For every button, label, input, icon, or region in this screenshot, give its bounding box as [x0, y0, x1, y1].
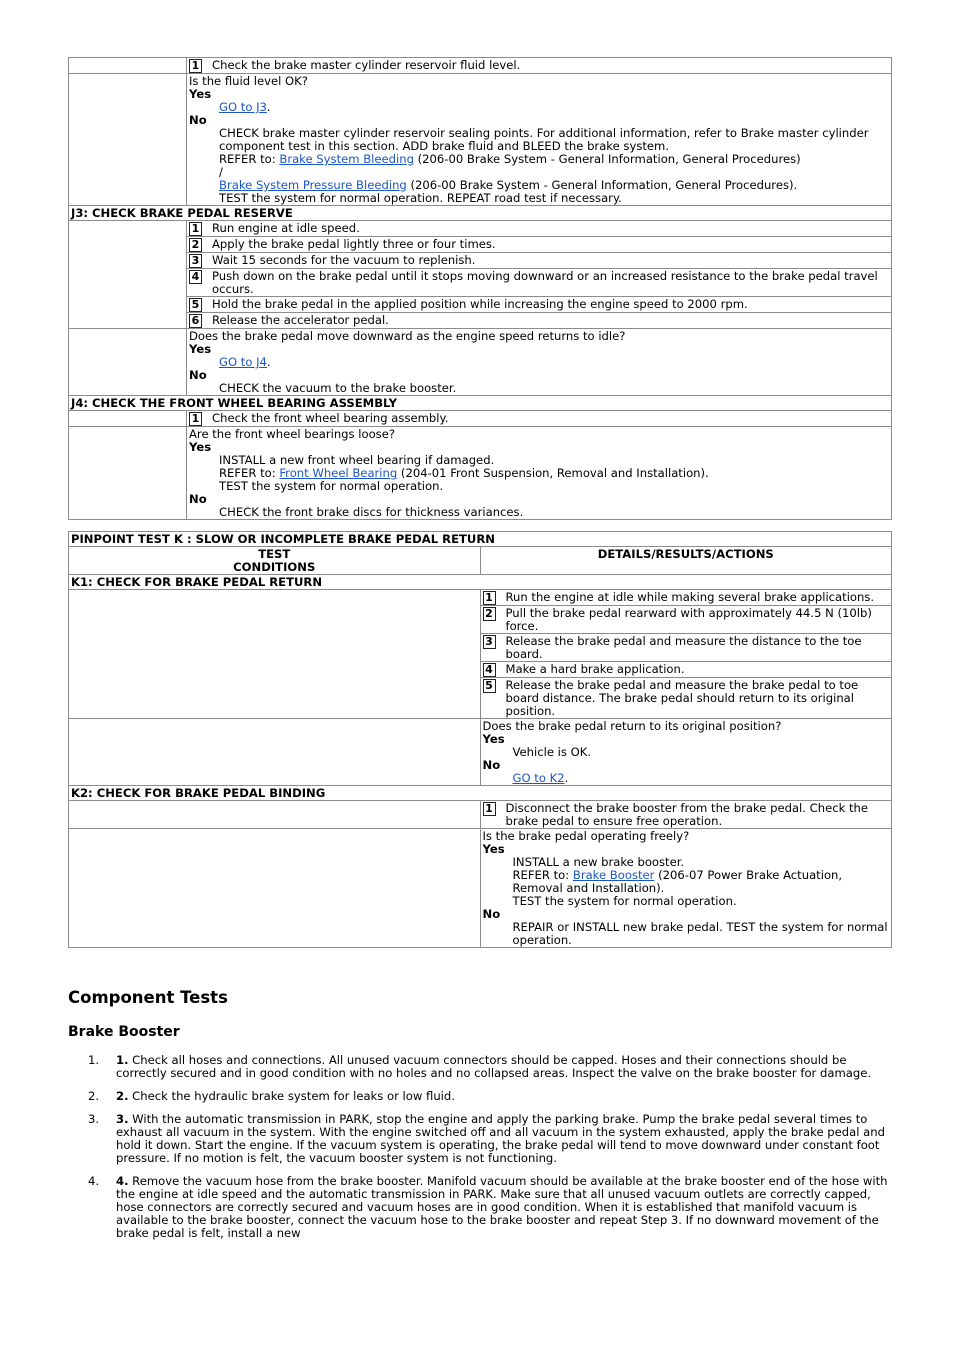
step-text: Check the brake master cylinder reservoir fluid level. [212, 58, 521, 72]
no-action-text: CHECK the vacuum to the brake booster. [219, 381, 457, 395]
step-number-badge: 4 [483, 663, 496, 677]
question-text: Does the brake pedal return to its original position? [482, 719, 782, 733]
step-item: 5 Hold the brake pedal in the applied position while increasing the engine speed to 2000 rpm. [189, 298, 889, 312]
no-action-text: CHECK the front brake discs for thickness variances. [219, 505, 524, 519]
step-item [189, 59, 889, 73]
step-item: 1 Disconnect the brake booster from the brake pedal. Check the brake pedal to ensure free operation. [483, 802, 890, 828]
list-item: 1. 1. Check all hoses and connections. All unused vacuum connectors should be capped. Hoses and their connections should be correctly secured and in good condition with no holes and no collapsed areas. Inspect the valve on the brake booster for damage. [88, 1053, 872, 1080]
step-number-badge: 1 [189, 59, 202, 73]
no-label: No [189, 368, 207, 382]
section-header-row [69, 575, 892, 590]
brake-system-pressure-bleeding-link[interactable]: Brake System Pressure Bleeding [219, 178, 407, 192]
table-row [69, 297, 892, 313]
step-item: 4 Push down on the brake pedal until it stops moving downward or an increased resistance to the brake pedal travel occurs. [189, 270, 889, 296]
section-header-k2: K2: CHECK FOR BRAKE PEDAL BINDING [69, 786, 892, 801]
section-header-row [69, 206, 892, 221]
step-item: 1 Check the front wheel bearing assembly. [189, 412, 889, 426]
no-label: No [189, 113, 207, 127]
no-label: No [189, 492, 207, 506]
component-test-steps [68, 1054, 888, 1240]
table-title-row [69, 532, 892, 547]
front-wheel-bearing-link[interactable]: Front Wheel Bearing [279, 466, 398, 480]
step-item: 2 Apply the brake pedal lightly three or four times. [189, 238, 889, 252]
table-row: Is the brake pedal operating freely? Yes INSTALL a new brake booster. REFER to: Brake Booster (206-07 Power Brake Actuation, Removal and Installation). TEST the system for normal operation. No REPAIR or INSTALL new brake pedal. TEST the system for normal operation. [69, 829, 892, 948]
table-row [69, 58, 892, 74]
step-number-badge: 2 [189, 238, 202, 252]
pinpoint-tests-area [68, 57, 892, 948]
go-to-j4-link[interactable]: GO to J4 [219, 355, 267, 369]
no-action-text: CHECK brake master cylinder reservoir sealing points. For additional information, refer to Brake master cylinder component test in this section. ADD brake fluid and BLEED the brake system. [219, 126, 869, 153]
step-number-badge: 5 [483, 679, 496, 693]
table-row: Does the brake pedal move downward as the engine speed returns to idle? Yes GO to J4. No CHECK the vacuum to the brake booster. [69, 329, 892, 396]
step-item: 4 Make a hard brake application. [483, 663, 890, 677]
question-text: Is the brake pedal operating freely? [482, 829, 690, 843]
component-tests-heading: Component Tests [68, 988, 228, 1007]
list-item: 2. 2. Check the hydraulic brake system for leaks or low fluid. [88, 1089, 455, 1103]
yes-label: Yes [482, 842, 505, 856]
brake-booster-heading: Brake Booster [68, 1024, 180, 1040]
step-number-badge: 1 [189, 412, 202, 426]
list-item: 3. 3. With the automatic transmission in PARK, stop the engine and apply the parking brake. Pump the brake pedal several times to exhaust all vacuum in the system. With the engine switched off and all vacuum in the system exhausted, apply the brake pedal and hold it down. Start the engine. If the vacuum system is operating, the brake pedal will tend to move downward under constant foot pressure. If no motion is felt, the vacuum booster system is not functioning. [88, 1112, 885, 1165]
section-header-j4: J4: CHECK THE FRONT WHEEL BEARING ASSEMBLY [69, 396, 892, 411]
step-item: 1 Run engine at idle speed. [189, 222, 889, 236]
table-row [69, 313, 892, 329]
yes-label: Yes [482, 732, 505, 746]
step-item: 3 Wait 15 seconds for the vacuum to replenish. [189, 254, 889, 268]
table-row [69, 801, 892, 829]
go-to-k2-link[interactable]: GO to K2 [512, 771, 565, 785]
table-header-row [69, 547, 892, 575]
step-number-badge: 1 [189, 222, 202, 236]
step-item: 5 Release the brake pedal and measure the brake pedal to toe board distance. The brake pedal should return to its original position. [483, 679, 890, 718]
table-row: Is the fluid level OK? Yes GO to J3. No CHECK brake master cylinder reservoir sealing points. For additional information, refer to Brake master cylinder component test in this section. ADD brake fluid and BLEED the brake system. REFER to: Brake System Bleeding (206-00 Brake System - General Information, General Procedures) / Brake System Pressure Bleeding (206-00 Brake System - General Information, General Procedures). TEST the system for normal operation. REPEAT road test if necessary. [69, 74, 892, 206]
component-tests-section [68, 988, 888, 1250]
list-item: 4. 4. Remove the vacuum hose from the brake booster. Manifold vacuum should be available at the brake booster end of the hose with the engine at idle speed and the automatic transmission in PARK. Make sure that all unused vacuum outlets are correctly capped, hose connectors are correctly secured and vacuum hoses are in good condition. When it is established that manifold vacuum is available to the brake booster, connect the vacuum hose to the brake booster and repeat Step 3. If no downward movement of the brake pedal is felt, install a new [88, 1174, 888, 1240]
step-number-badge: 5 [189, 298, 202, 312]
test-text: TEST the system for normal operation. REPEAT road test if necessary. [219, 191, 622, 205]
step-item: 3 Release the brake pedal and measure the distance to the toe board. [483, 635, 890, 661]
step-item: 6 Release the accelerator pedal. [189, 314, 889, 328]
question-text: Is the fluid level OK? [189, 74, 308, 88]
pinpoint-test-k-title: PINPOINT TEST K : SLOW OR INCOMPLETE BRAKE PEDAL RETURN [69, 532, 892, 547]
yes-label: Yes [189, 87, 212, 101]
step-number-badge: 6 [189, 314, 202, 328]
question-text: Does the brake pedal move downward as the engine speed returns to idle? [189, 329, 626, 343]
step-number-badge: 1 [483, 591, 496, 605]
step-number-badge: 1 [483, 802, 496, 816]
section-header-j3: J3: CHECK BRAKE PEDAL RESERVE [69, 206, 892, 221]
question-text: Are the front wheel bearings loose? [189, 427, 395, 441]
table-row [69, 221, 892, 237]
go-to-j3-link[interactable]: GO to J3 [219, 100, 267, 114]
no-action-text: REPAIR or INSTALL new brake pedal. TEST the system for normal operation. [512, 920, 888, 947]
step-item: 1 Run the engine at idle while making several brake applications. [483, 591, 890, 605]
step-number-badge: 4 [189, 270, 202, 284]
col-header-details: DETAILS/RESULTS/ACTIONS [480, 547, 892, 575]
step-item: 2 Pull the brake pedal rearward with approximately 44.5 N (10lb) force. [483, 607, 890, 633]
table-row: Are the front wheel bearings loose? Yes INSTALL a new front wheel bearing if damaged. REFER to: Front Wheel Bearing (204-01 Front Suspension, Removal and Installation). TEST the system for normal operation. No CHECK the front brake discs for thickness variances. [69, 427, 892, 520]
table-row [69, 253, 892, 269]
section-header-row [69, 786, 892, 801]
yes-label: Yes [189, 342, 212, 356]
pinpoint-test-k-table [68, 531, 892, 948]
table-row [69, 237, 892, 253]
pinpoint-test-j-table [68, 57, 892, 520]
no-label: No [482, 907, 501, 921]
brake-system-bleeding-link[interactable]: Brake System Bleeding [279, 152, 414, 166]
step-number-badge: 2 [483, 607, 496, 621]
no-label: No [482, 758, 501, 772]
brake-booster-link[interactable]: Brake Booster [572, 868, 655, 882]
section-header-row [69, 396, 892, 411]
step-number-badge: 3 [189, 254, 202, 268]
yes-label: Yes [189, 440, 212, 454]
step-number-badge: 3 [483, 635, 496, 649]
col-header-test-conditions: TEST CONDITIONS [69, 547, 481, 575]
table-row: Does the brake pedal return to its original position? Yes Vehicle is OK. No GO to K2. [69, 719, 892, 786]
table-row [69, 590, 892, 606]
section-header-k1: K1: CHECK FOR BRAKE PEDAL RETURN [69, 575, 892, 590]
table-row [69, 411, 892, 427]
table-row [69, 269, 892, 297]
